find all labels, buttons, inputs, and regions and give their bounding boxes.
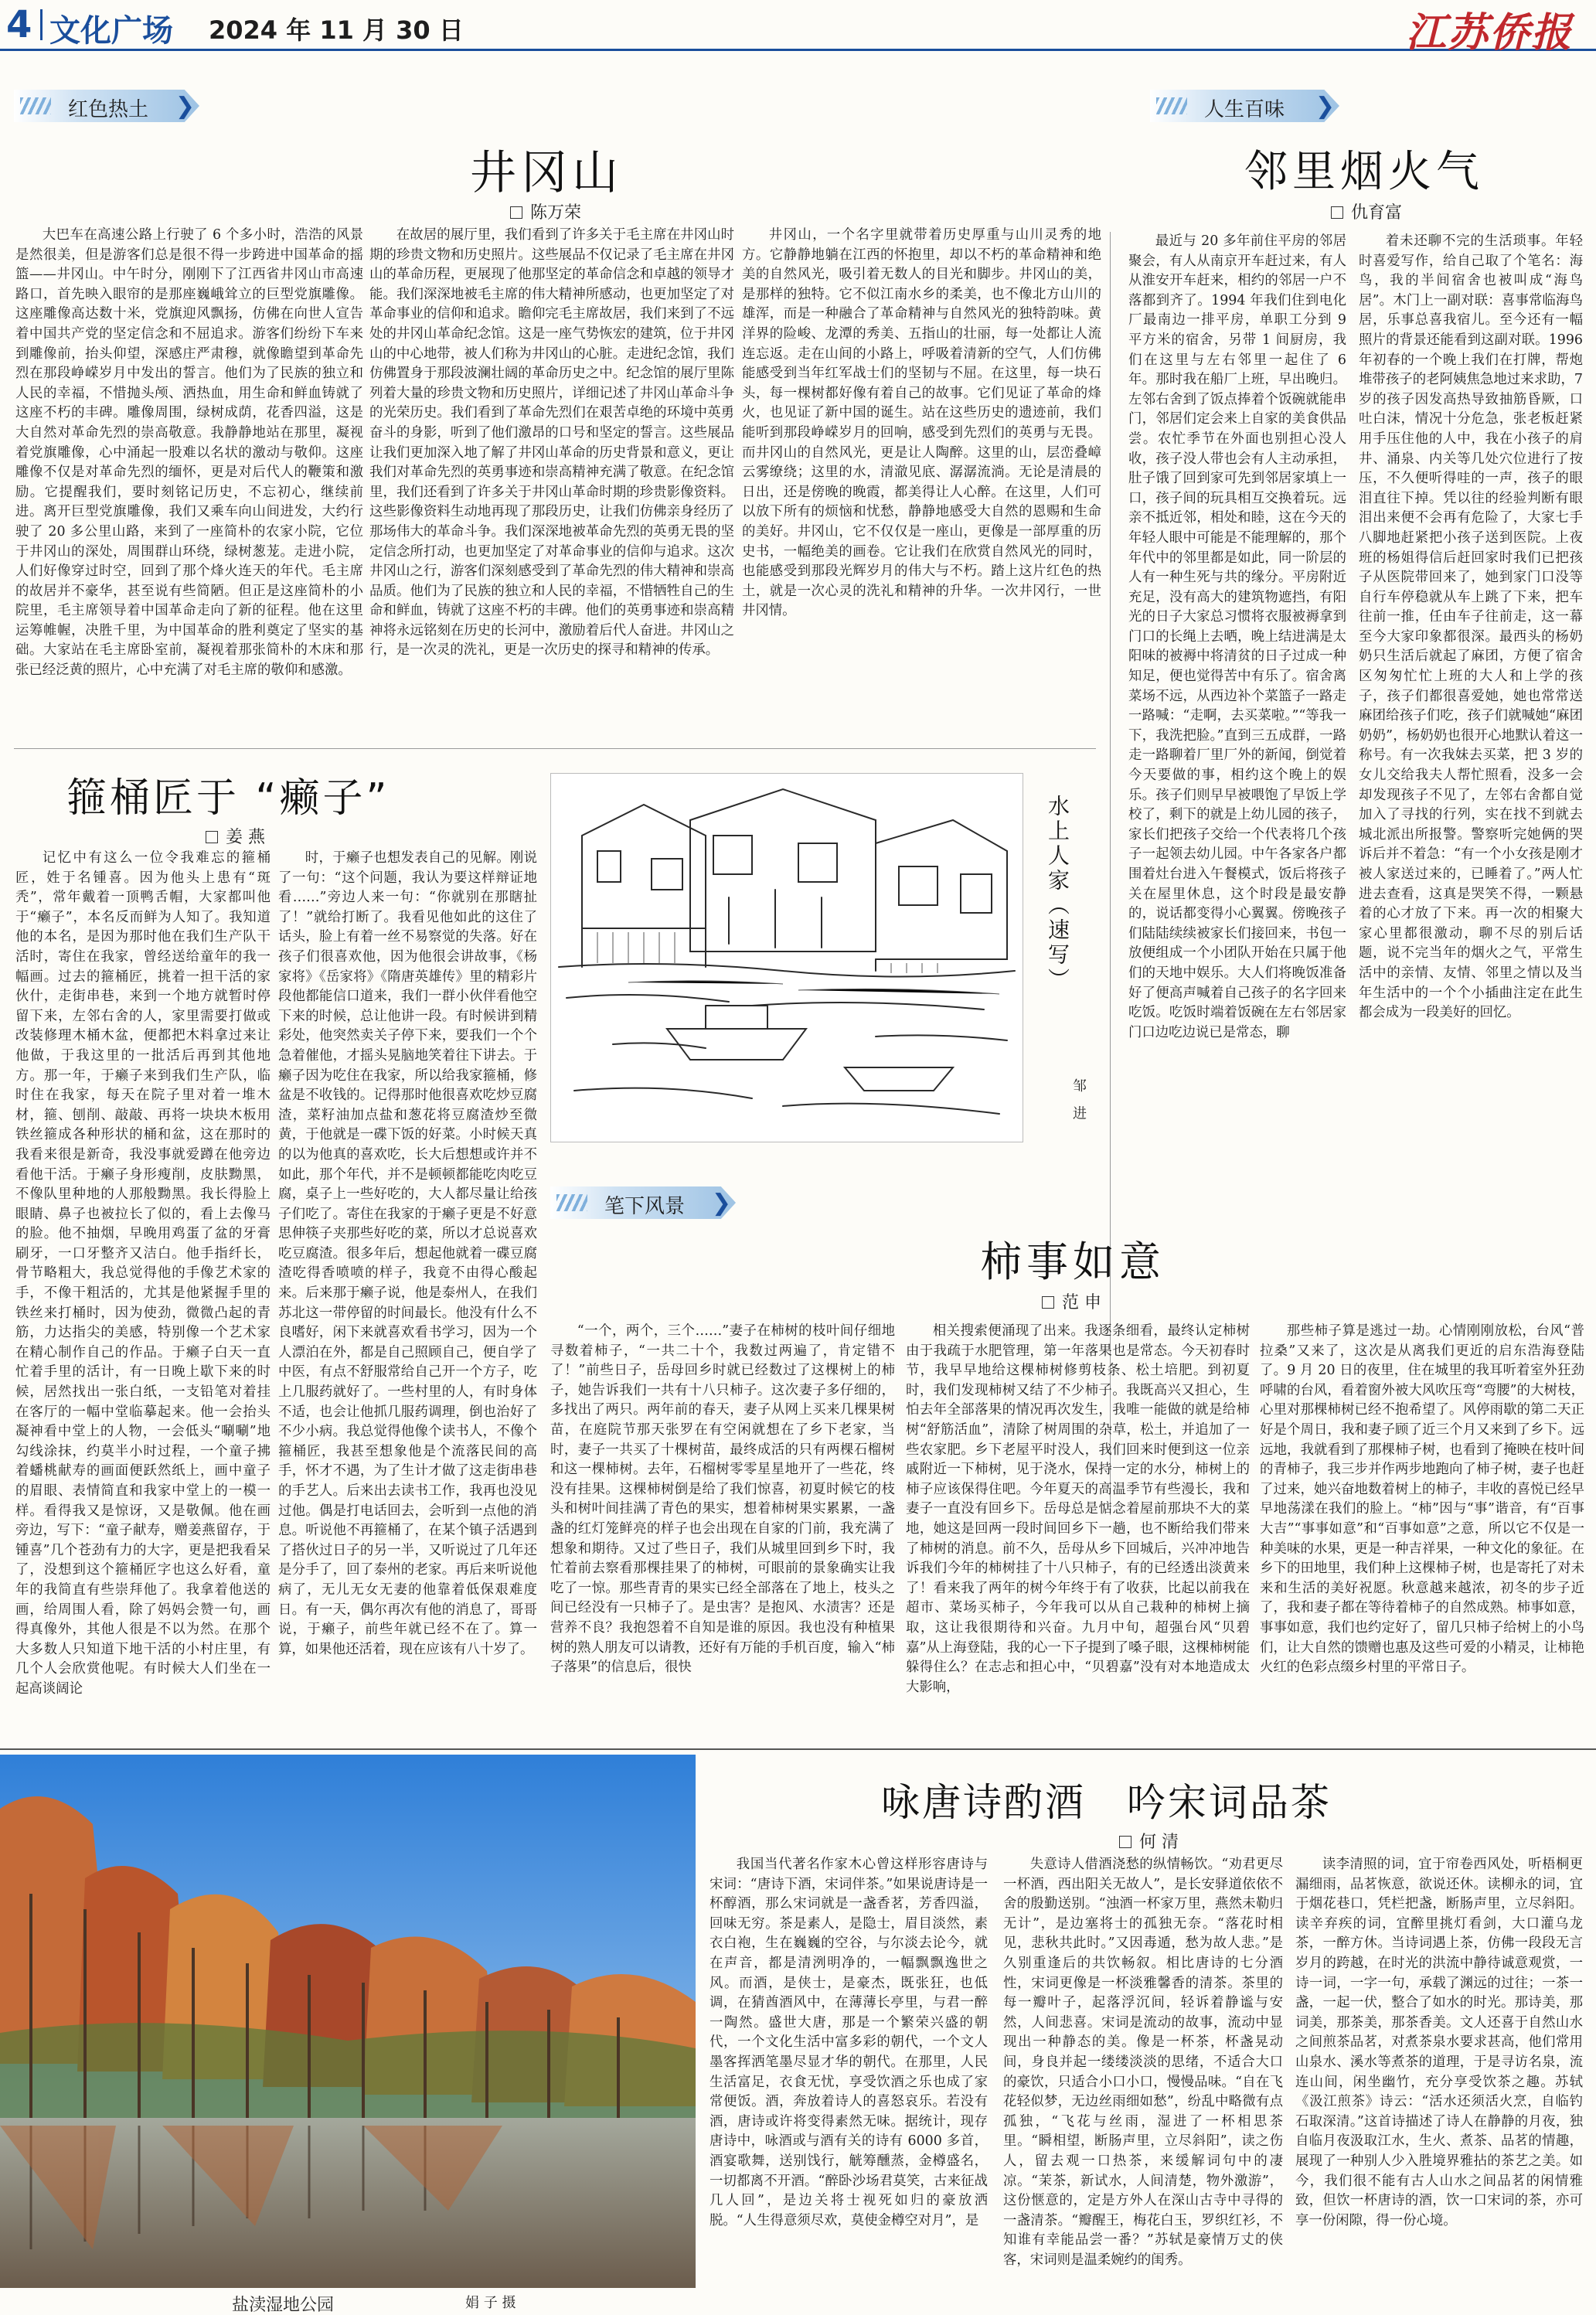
publication-date: 2024 年 11 月 30 日 (209, 15, 464, 45)
article-text: 在故居的展厅里，我们看到了许多关于毛主席在井冈山时期的珍贵文物和历史照片。这些展品不仅记录了毛主席在井冈山的革命历程，更展现了他那坚定的革命信念和卓越的领导才能。我们深深地被毛主席的伟大精神所感动，也更加坚定了对革命事业的信仰和追求。瞻仰完毛主席故居，我们来到了不远处的井冈山革命纪念馆。这是一座气势恢宏的建筑，位于井冈山的中心地带，被人们称为井冈山的心脏。走进纪念馆，我们仿佛置身于那段波澜壮阔的革命历史之中。纪念馆的展厅里陈列着大量的珍贵文物和历史照片，详细记述了井冈山革命斗争的光荣历史。我们看到了革命先烈们在艰苦卓绝的环境中英勇奋斗的身影，听到了他们激昂的口号和坚定的誓言。这些展品让我们更加深入地了解了井冈山革命的历史背景和意义，更让我们对革命先烈的英勇事迹和崇高精神充满了敬意。在纪念馆里，我们还看到了许多关于井冈山革命时期的珍贵影像资料。这些影像资料生动地再现了那段历史，让我们仿佛亲身经历了那场伟大的革命斗争。我们深深地被革命先烈的英勇无畏的坚定信念所打动，也更加坚定了对革命事业的信仰与追求。这次井冈山之行，游客们深刻感受到了革命先烈的伟大精神和崇高品质。他们为了民族的独立和人民的幸福，不惜牺牲自己的生命和鲜血，铸就了这座不朽的丰碑。他们的英勇事迹和崇高精神将永远铭刻在历史的长河中，激励着后代人奋进。井冈山之行，是一次灵的洗礼，更是一次历史的探寻和精神的传承。 (369, 227, 734, 659)
article-text: 相关搜索便涌现了出来。我逐条细看，最终认定柿树由于我疏于水肥管理，第一年落果也是常态。今天初春时节，我早早地给这棵柿树修剪枝条、松土培肥。到初夏时，我们发现柿树又结了不少柿子。我既高兴又担心，生怕去年全部落果的情况再次发生，我唯一能做的就是给柿树“舒筋活血”，清除了树周围的杂草，松土，并追加了一些农家肥。乡下老屋平时没人，我们回来时便到这一位亲戚附近一下柿树，见于浇水，保持一定的水分，柿树上的柿子应该保得住吧。今年夏天的高温季节有些漫长，我和妻子一直没有回乡下。岳母总是惦念着屋前那块不大的菜地，她这是回两一段时间回乡下一趟，也不断给我们带来了柿树的消息。前不久，岳母从乡下回城后，兴冲冲地告诉我们今年的柿树挂了十八只柿子，有的已经透出淡黄来了！看来我了两年的树今年终于有了收获，比起以前我在超市、菜场买柿子，今年我可以从自己栽种的柿树上摘取，这让我很期待和兴奋。九月中旬，超强台风“贝碧嘉”从上海登陆，我的心一下子提到了嗓子眼，这棵柿树能躲得住么？在志忐和担心中，“贝碧嘉”没有对本地造成太大影响， (906, 1323, 1250, 1695)
author-name: 仇育富 (1351, 203, 1403, 223)
article-title-persimmon: 柿事如意 (980, 1238, 1166, 1286)
section-tag-scenery (550, 1186, 736, 1219)
article-column (1003, 1855, 1283, 2311)
article-text: 失意诗人借酒浇愁的纵情畅饮。“劝君更尽一杯酒，西出阳关无故人”，是长安驿道依依不舍的殷勤送别。“浊酒一杯家万里，燕然未勒归无计”，是边塞将士的孤独无奈。“落花时相见，悲秋共此时。”又因毒遁，愁为故人悲。”是久别重逢后的共饮畅叙。相比唐诗的七分酒性，宋词更像是一杯淡雅馨香的清茶。茶里的每一瓣叶子，起落浮沉间，轻诉着静谧与安然，人间悲喜。宋词是流动的故事，流动中显现出一种静态的美。像是一杯茶，杯盏晃动间，身良并起一缕缕淡淡的思绪，不适合大口的豪饮，只适合小口小口，慢慢品味。“自在飞花轻似梦，无边丝雨细如愁”，纷乱中略微有点孤独，“飞花与丝雨，湿进了一杯相思茶里。“瞬相望，断肠声里，立尽斜阳”，读之伤人，留去观一口热茶，来缓解词句中的凄凉。“茉茶，新试水，人间清楚，物外激游”，这份惬意的，定是方外人在深山古寺中寻得的一盏清茶。“瓣醒王，梅花白玉，罗织红衫，不知谁有幸能品尝一番？”苏轼是豪情万丈的侠客，宋词则是温柔婉约的闺秀。 (1003, 1857, 1283, 2268)
article-title-neighbors: 邻里烟火气 (1244, 147, 1484, 197)
article-column (906, 1322, 1250, 1743)
article-column (15, 226, 363, 728)
sketch-artist: 邹 进 (1070, 1078, 1087, 1125)
article-text: 我国当代著名作家木心曾这样形容唐诗与宋词：“唐诗下酒，宋词伴茶。”如果说唐诗是一杯醇酒，那么宋词就是一盏香茗，芳香四溢，回味无穷。茶是素人，是隐士，眉目淡然，素衣白袍，生在巍巍的空谷，与尔淡去论今，就在声音，都是清洌明净的，一幅飘飘逸世之风。而酒，是侠士，是豪杰，既张狂，也低调，在猜酋酒风中，在薄薄长亭里，与君一醉一陶然。盛世大唐，那是一个繁荣兴盛的朝代，一个文化生活中富多彩的朝代，一个文人墨客挥洒笔墨尽显才华的朝代。在那里，人民生活富足，衣食无忧，享受饮酒之乐也成了家常便饭。酒，奔放着诗人的喜怒哀乐。若没有酒，唐诗或许将变得素然无味。据统计，现存唐诗中，咏酒或与酒有关的诗有 6000 多首，酒宴歌舞，送别饯行，觥筹醺蒸，金樽盛名，一切都离不开酒。“醉卧沙场君莫笑，古来征战几人回”，是边关将士视死如归的豪放洒脱。“人生得意须尽欢，莫使金樽空对月”，是 (710, 1857, 988, 2228)
article-title-poetry-tea: 咏唐诗酌酒 吟宋词品茶 (881, 1780, 1332, 1825)
box-icon (1042, 1296, 1054, 1309)
box-icon (206, 831, 218, 843)
article-text: 大巴车在高速公路上行驶了 6 个多小时，浩浩的风景是然很美，但是游客们总是很不得一步跨进中国革命的摇篮——井冈山。中午时分，刚刚下了江西省井冈山市高速路口，首先映入眼帘的是那座巍峨耸立的巨型党旗雕像。这座雕像高达数十米，党旗迎风飘扬，仿佛在向世人宣告着中国共产党的坚定信念和不屈追求。游客们纷纷下车来到雕像前，抬头仰望，深感庄严肃穆，就像瞻望到革命先烈在那段峥嵘岁月中发出的誓言。他们为了民族的独立和人民的幸福，不惜抛头颅、洒热血，用生命和鲜血铸就了这座不朽的丰碑。雕像周围，绿树成荫，花香四溢，这是大自然对革命先烈的崇高敬意。我静静地站在那里，凝视着党旗雕像，心中涌起一股难以名状的激动与敬仰。这座雕像不仅是对革命先烈的缅怀，更是对后代人的鞭策和激励。它提醒我们，要时刻铭记历史，不忘初心，继续前进。离开巨型党旗雕像，我们又乘车向山间进发，大约行驶了 20 多公里山路，来到了一座简朴的农家小院，它位于井冈山的深处，周围群山环绕，绿树葱茏。走进小院，人们好像穿过时空，回到了那个烽火连天的年代。毛主席的故居并不豪华，甚至说有些简陋。但正是这座简朴的小院里，毛主席领导着中国革命走向了新的征程。他在这里运筹帷幄，决胜千里，为中国革命的胜利奠定了坚实的基础。大家站在毛主席卧室前，凝视着那张简朴的木床和那张已经泛黄的照片，心中充满了对毛主席的敬仰和感激。 (15, 227, 363, 679)
article-text: 记忆中有这么一位令我难忘的箍桶匠，姓于名锺喜。因为他头上患有“斑秃”，常年戴着一顶鸭舌帽，大家都叫他于“癞子”，本名反而鲜为人知了。我知道他的本名，是因为那时他在我们生产队干活时，寄住在我家，曾经送给童年的我一幅画。过去的箍桶匠，挑着一担干活的家伙什，走街串巷，来到一个地方就暂时停留下来，左邻右舍的人，家里需要打做或改装修理木桶木盆，便都把木料拿过来让他做，于我这里的一批活后再到其他地方。那一年，于癞子来到我们生产队，临时住在我家，每天在院子里对着一堆木材，箍、刨削、敲敲、再将一块块木板用铁丝箍成各种形状的桶和盆，这在那时的我看来很是新奇，我没事就爱蹲在他旁边看他干活。于癞子身形瘦削，皮肤黝黑，不像队里种地的人那般黝黑。我长得脸上眼睛、鼻子也被拉长了似的，看上去像马的脸。他不抽烟，早晚用鸡蛋了盆的牙膏刷牙，一口牙整齐又洁白。他手指纤长，骨节略粗大，我总觉得他的手像艺术家的手，不像干粗活的，尤其是他紧握手里的铁丝来打桶时，因为使劲，微微凸起的青筋，力达指尖的美感，特别像一个艺术家在精心制作自己的作品。于癞子白天一直忙着手里的活计，有一日晚上歇下来的时候，居然找出一张白纸，一支铅笔对着挂在客厅的一幅中堂临摹起来。他一会抬头凝神看中堂上的人物，一会低头“唰唰”地勾线涂抹，约莫半小时过程，一个童子拂着蟠桃献寿的画面便跃然纸上，画中童子的眉眼、表情简直和我家中堂上的一模一样。看得我又是惊讶，又是敬佩。他在画旁边，写下：“童子献寿，赠姜燕留存，于锺喜”几个苍劲有力的大字，更是把我看呆了，没想到这个箍桶匠字也这么好看，童年的我简直有些崇拜他了。我拿着他送的画，给周围人看，除了妈妈会赞一句，画得真像外，其他人很是不以为然。在那个大多数人只知道下地干活的小村庄里，有几个人会欣赏他呢。有时候大人们坐在一起高谈阔论 (15, 850, 271, 1697)
section-tag-life (1150, 90, 1339, 122)
photo-caption: 盐渎湿地公园 (232, 2296, 335, 2315)
author-name: 姜 燕 (226, 828, 265, 847)
section-tag-red-tour (14, 90, 199, 122)
article-text: 最近与 20 多年前住平房的邻居聚会，有人从南京开车赶过来，有人从淮安开车赶来，相约的邻居一户不落都到齐了。1994 年我们住到电化厂最南边一排平房，单职工分到 9 平方米的宿舍，另带 1 间厨房，我们在这里与左右邻里一起住了 6 年。那时我在船厂上班，早出晚归。左邻右舍到了饭点捧着个饭碗就能串门，邻居们定会来上自家的美食供品尝。农忙季节在外面也别担心没人收，孩子没人带也会有人主动承担，肚子饿了回到家可先到邻居家填上一口，孩子间的玩具相互交换着玩。远亲不抵近邻，相处和睦，这在今天的年轻人眼中可能是不能理解的，那个年代中的邻里都是如此，同一阶层的人有一种生死与共的缘分。平房附近充足，没有高大的建筑物遮挡，有阳光的日子大家总习惯将衣服被褥拿到门口的长绳上去晒，晚上结进满是太阳味的被褥中将清贫的日子过成一种知足，便也觉得苦中有乐了。宿舍离菜场不远，从西边补个菜篮子一路走一路喊：“走啊，去买菜啦。”“等我一下，我洗把脸。”直到三五成群，一路走一路聊着厂里厂外的新闻，倒觉着今天要做的事，相约这个晚上的娱乐。孩子们则早早被喂饱了早饭上学校了，剩下的就是上幼儿园的孩子，家长们把孩子交给一个代表将几个孩子一起领去幼儿园。中午各家各户都围着灶台进入午餐模式，饭后将孩子关在屋里休息，这个时段是最安静的，说话都变得小心翼翼。傍晚孩子们陆陆续续被家长们接回来，书包一放便组成一个小团队开始在只属于他们的天地中娱乐。大人们将晚饭准备好了便高声喊着自己孩子的名字回来吃饭。吃饭时端着饭碗在左右邻居家门口边吃边说已是常态，聊 (1128, 233, 1346, 1040)
newspaper-logo: 江苏侨报 (1405, 9, 1573, 56)
page-number: 4 (6, 3, 32, 46)
byline-jinggangshan (510, 199, 581, 223)
chevron-right-icon: ❯ (175, 93, 195, 120)
sketch-title: 水上人家（速写） (1045, 795, 1070, 992)
article-title-barrel-maker: 箍桶匠于 “癞子” (66, 775, 390, 822)
wetland-photo (0, 1755, 696, 2288)
article-text: 那些柿子算是逃过一劫。心情刚刚放松，台风“普拉桑”又来了，这次是从离我们更近的启东浩海登陆了。9 月 20 日的夜里，住在城里的我耳听着室外狂劲呼啸的台风，看着窗外被大风吹压弯“弯腰”的大树枝，心里对那棵柿树已经不抱希望了。风停雨歇的第二天正好是个周日，我和妻子顾了近三个月又来到了乡下。远远地，我就看到了那棵柿子树，也看到了掩映在枝叶间的青柿子，我三步并作两步地跑向了柿子树，妻子也赶了过来，她兴奋地数着树上的柿子，丰收的喜悦已经早早地荡漾在我们的脸上。“柿”因与“事”谐音，有“百事大吉”“事事如意”和“百事如意”之意，所以它不仅是一种美味的水果，更是一种吉祥果，一种文化的象征。在乡下的田地里，我们种上这棵柿子树，也是寄托了对未来和生活的美好祝愿。秋意越来越浓，初冬的步子近了，我和妻子都在等待着柿子的自然成熟。柿事如意，事事如意，我们也约定好了，留几只柿子给树上的小鸟们，让大自然的馈赠也惠及这些可爱的小精灵，让柿艳火红的色彩点缀乡村里的平常日子。 (1260, 1323, 1584, 1676)
masthead (0, 0, 1596, 56)
article-column (1128, 232, 1346, 1488)
author-name: 范 申 (1062, 1293, 1101, 1312)
article-text: 井冈山，一个名字里就带着历史厚重与山川灵秀的地方。它静静地躺在江西的怀抱里，却以不朽的革命精神和绝美的自然风光，吸引着无数人的目光和脚步。井冈山的美，是那样的独特。它不似江南水乡的柔美，也不像北方山川的雄浑，而是一种融合了革命精神与自然风光的独特韵味。黄洋界的险峻、龙潭的秀美、五指山的壮丽，每一处都让人流连忘返。走在山间的小路上，呼吸着清新的空气，人们仿佛能感受到当年红军战士们的坚韧与不屈。在这里，每一块石头，每一棵树都好像有着自己的故事。它们见证了革命的烽火，也见证了新中国的诞生。站在这些历史的遗迹前，我们能听到那段峥嵘岁月的回响，感受到先烈们的英勇与无畏。而井冈山的自然风光，更是让人陶醉。这里的山，层峦叠嶂云雾缭绕；这里的水，清澈见底、潺潺流淌。无论是清晨的日出，还是傍晚的晚霞，都美得让人心醉。在这里，人们可以放下所有的烦恼和忧愁，静静地感受大自然的恩赐和生命的美好。井冈山，它不仅仅是一座山，更像是一部厚重的历史书，一幅绝美的画卷。它让我们在欣赏自然风光的同时，也能感受到那段光辉岁月的伟大与不朽。踏上这片红色的热土，就是一次心灵的洗礼和精神的升华。一次井冈行，一世井冈情。 (742, 227, 1101, 619)
box-icon (510, 206, 522, 219)
chevron-right-icon: ❯ (711, 1190, 731, 1217)
author-name: 何 清 (1139, 1833, 1179, 1852)
masthead-divider (40, 9, 43, 40)
article-title-jinggangshan: 井冈山 (470, 146, 623, 200)
section-divider (14, 748, 1096, 749)
article-column (710, 1855, 988, 2311)
article-column (15, 849, 271, 1741)
chevron-right-icon: ❯ (1315, 93, 1335, 120)
section-name: 文化广场 (49, 13, 173, 49)
article-column (278, 849, 537, 1741)
article-column (550, 1322, 895, 1743)
section-divider (0, 1748, 1596, 1750)
byline-persimmon (1042, 1289, 1101, 1313)
author-name: 陈万荣 (530, 203, 582, 223)
article-column (742, 226, 1101, 728)
section-tag-label: 人生百味 (1204, 98, 1285, 121)
article-text: 读李清照的词，宜于帘卷西风处，听梧桐更漏细雨，品茗恢意，欲说还休。读柳永的词，宜于烟花巷口，凭栏把盏，断肠声里，立尽斜阳。读辛弃疾的词，宜醉里挑灯看剑，大口灌乌龙茶，一醉方休。当诗词遇上茶，仿佛一段段无言岁月的跨越，在时光的洪流中静待诚意观赏，一诗一词，一字一句，承载了渊远的过往；一茶一盏，一起一伏，整合了如水的时光。那诗美，那词美，那茶美，那茶香美。文人还喜于自然山水之间煎茶品茗，对煮茶泉水要求甚高，他们常用山泉水、溪水等煮茶的道理，于是寻访名泉，流连山间，闲坐幽竹，充分享受饮茶之趣。苏轼《汲江煎茶》诗云：“活水还须活火烹，自临钓石取深清。”这首诗描述了诗人在静静的月夜，独自临月夜汲取江水，生火、煮茶、品茗的情趣，展现了一种别人少入胜境界雅拈的茶艺之美。如今，我们很不能有古人山水之间品茗的闲情雅致，但饮一杯唐诗的酒，饮一口宋词的茶，亦可享一份闲隙，得一份心境。 (1295, 1857, 1583, 2228)
box-icon (1119, 1836, 1131, 1848)
article-text: 着未还聊不完的生活琐事。年轻时喜爱写作，给自己取了个笔名：海鸟，我的半间宿舍也被叫成“海鸟居”。木门上一副对联：喜事常临海鸟居，乐事总喜我宿儿。至今还有一幅照片的背景还能看到这副对联。1996 年初春的一个晚上我们在打牌，帮炮堆带孩子的老阿姨焦急地过来求助，7 岁的孩子因发高热导致抽筋昏厥，口吐白沫，情况十分危急，张老板赶紧用手压住他的人中，我在小孩子的肩井、涌泉、内关等几处穴位进行了按压，不久便听得哇的一声，孩子的眼泪直往下掉。凭以往的经验判断有眼泪出来便不会再有危险了，大家七手八脚地赶紧把小孩子送到医院。上夜班的杨姐得信后赶回家时我们已把孩子从医院带回来了，她到家门口没等自行车停稳就从车上跳了下来，把车往前一推，任由车子往前走，这一幕至今大家印象都很深。最西头的杨奶奶只生活后就起了麻团，方便了宿舍区匆匆忙忙上班的大人和上学的孩子，孩子们都很喜爱她，她也常常送麻团给孩子们吃，孩子们就喊她“麻团奶奶”，杨奶奶也很开心地默认着这一称号。有一次我妹去买菜，把 3 岁的女儿交给我夫人帮忙照看，没多一会却发现孩子不见了，左邻右舍都自觉加入了寻找的行列，实在找不到就去城北派出所报警。警察听完她俩的哭诉后并不着急：“有一个小女孩是刚才被人家送过来的，已睡着了。”两人忙进去查看，这真是哭笑不得，一颗悬着的心才放了下来。再一次的相聚大家心里都很激动，聊不尽的别后话题，说不完当年的烟火之气，平常生活中的亲情、友情、邻里之情以及当年生活中的一个个小插曲注定在此生都会成为一段美好的回忆。 (1359, 233, 1583, 1021)
article-column (369, 226, 734, 728)
sketch-illustration (550, 773, 1023, 1142)
sketch-drawing (551, 774, 1024, 1143)
section-tag-label: 笔下风景 (604, 1195, 686, 1218)
article-column (1295, 1855, 1583, 2311)
byline-neighbors (1331, 199, 1402, 223)
section-tag-label: 红色热土 (68, 98, 149, 121)
article-column (1359, 232, 1583, 1488)
article-column (1260, 1322, 1584, 1743)
byline-poetry-tea (1119, 1829, 1179, 1853)
wetland-photo-art (0, 1755, 696, 2288)
byline-barrel-maker (206, 824, 265, 848)
article-text: 时，于癞子也想发表自己的见解。刚说了一句：“这个问题，我认为要这样辩证地看……”旁边人来一句：“你就别在那瞎扯了！”就给打断了。我看见他如此的这住了话头，脸上有着一丝不易察觉的失落。好在孩子们很喜欢他，因为他很会讲故事，《杨家将》《岳家将》《隋唐英雄传》里的精彩片段他都能信口道来，我们一群小伙伴看他空下来的时候，总让他讲一段。有时候讲到精彩处，他突然卖关子停下来，要我们一个个急着催他，才摇头晃脑地笑着往下讲去。于癞子因为吃住在我家，所以给我家箍桶，修盆是不收钱的。记得那时他很喜欢吃炒豆腐渣，菜籽油加点盐和葱花将豆腐渣炒至微黄，于他就是一碟下饭的好菜。小时候天真的以为他真的喜欢吃，长大后想想或许并不如此，那个年代，并不是顿顿都能吃肉吃豆腐，桌子上一些好吃的，大人都尽量让给孩子们吃了。寄住在我家的于癞子更是不好意思伸筷子夹那些好吃的菜，所以才总说喜欢吃豆腐渣。很多年后，想起他就着一碟豆腐渣吃得香喷喷的样子，我竟不由得心酸起来。后来那于癞子说，他是泰州人，在我们苏北这一带停留的时间最长。他没有什么不良嗜好，闲下来就喜欢看书学习，因为一个人漂泊在外，都是自己照顾自己，便自学了中医，有点不舒服常给自己开一个方子，吃上几服药就好了。一些村里的人，有时身体不适，也会让他抓几服药调理，倒也治好了不少小病。我总觉得他像个读书人，不像个箍桶匠，我甚至想象他是个流落民间的高手，怀才不遇，为了生计才做了这走街串巷的手艺人。后来出去读书工作，我再也没见过他。偶是打电话回去，会听到一点他的消息。听说他不再箍桶了，在某个镇子活遇到了搭伙过日子的另一半，又听说过了几年还是分手了，回了泰州的老家。再后来听说他病了，无儿无女无妻的他靠着低保艰难度日。有一天，偶尔再次有他的消息了，哥哥说，于癞子，前些年就已经不在了。算一算，如果他还活着，现在应该有八十岁了。 (278, 850, 537, 1657)
box-icon (1331, 206, 1343, 219)
article-text: “一个，两个，三个……”妻子在柿树的枝叶间仔细地寻数着柿子，“一共二十个，我数过两遍了，肯定错不了！”前些日子，岳母回乡时就已经数过了这棵树上的柿子，她告诉我们一共有十八只柿子。这次妻子多仔细的，多找出了两只。两年前的春天，妻子从网上买来几棵果树苗，在庭院节那天张罗在有空闲就想在了乡下老家，当时，妻子一共买了十棵树苗，最终成活的只有两棵石榴树和这一棵柿树。去年，石榴树零零星星地开了一些花，终没有挂果。这棵柿树倒是给了我们惊喜，初夏时候它的枝头和树叶间挂满了青色的果实，想着柿树果实累累，一盏盏的红灯笼鲜亮的样子也会出现在自家的门前，我充满了想象和期待。又过了些日子，我们从城里回到乡下时，我忙着前去察看那棵挂果了的柿树，可眼前的景象确实让我吃了一惊。那些青青的果实已经全部落在了地上，枝头之间已经没有一只柿子了。是虫害？是抱风、水渍害？还是营养不良？我抱怨着不自知是谁的原因。我也没有种植果树的熟人朋友可以请教，还好有万能的手机百度，输入“柿子落果”的信息后，很快 (550, 1323, 895, 1676)
photo-credit: 娟 子 摄 (465, 2295, 516, 2311)
